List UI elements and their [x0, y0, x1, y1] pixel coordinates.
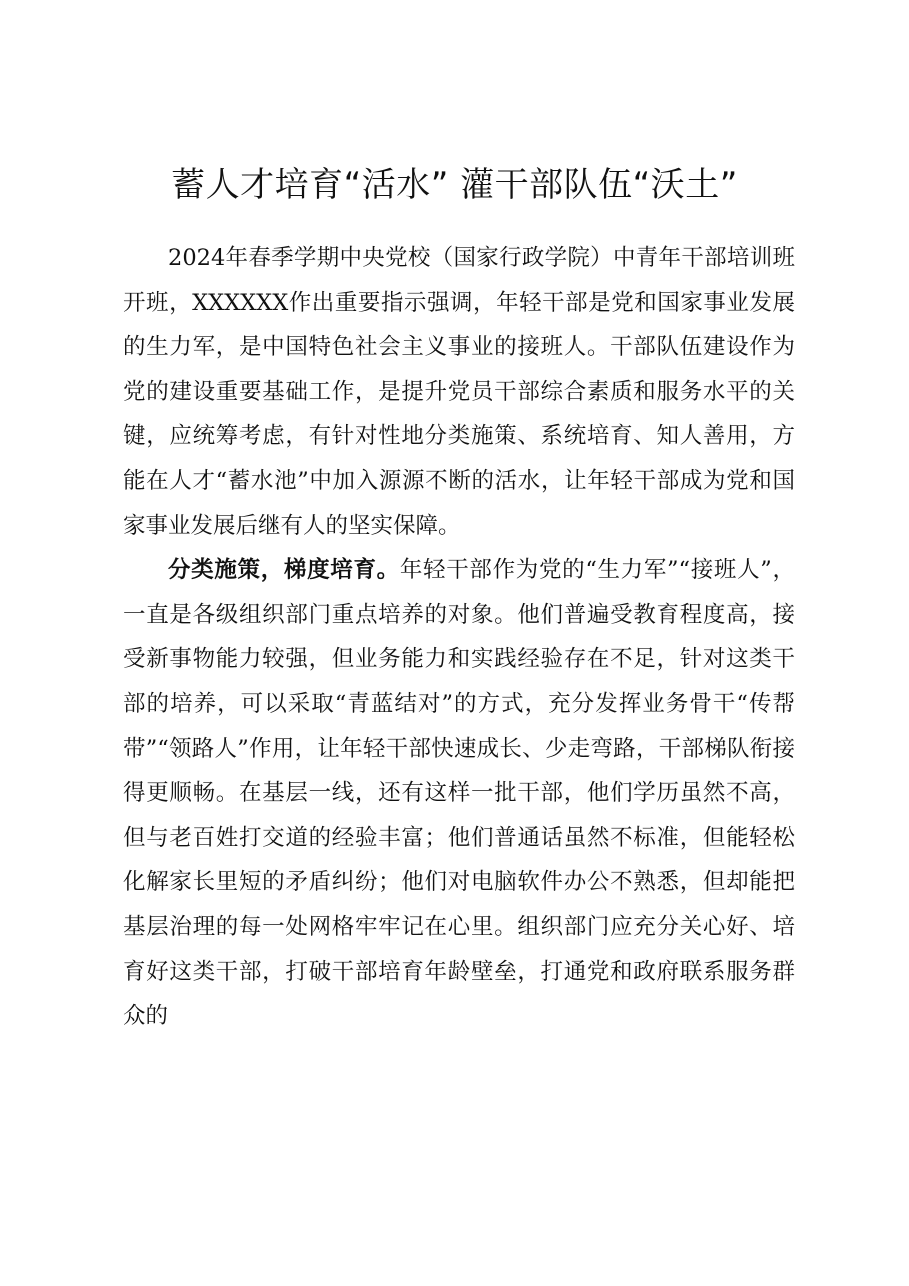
- paragraph-text: 年轻干部作为党的“生力军”“接班人”，一直是各级组织部门重点培养的对象。他们普遍受教育程度高，接受新事物能力较强，但业务能力和实践经验存在不足，针对这类干部的培养，可以采取“青蓝结对”的方式，充分发挥业务骨干“传帮带”“领路人”作用，让年轻干部快速成长、少走弯路，干部梯队衔接得更顺畅。在基层一线，还有这样一批干部，他们学历虽然不高，但与老百姓打交道的经验丰富；他们普通话虽然不标准，但能轻松化解家长里短的矛盾纠纷；他们对电脑软件办公不熟悉，但却能把基层治理的每一处网格牢牢记在心里。组织部门应充分关心好、培育好这类干部，打破干部培育年龄壁垒，打通党和政府联系服务群众的: [123, 557, 795, 1030]
- document-body: [123, 236, 795, 1039]
- paragraph-lead-heading: 分类施策，梯度培育。: [168, 557, 400, 584]
- paragraph-section-1: [123, 548, 795, 1039]
- paragraph-text: 2024年春季学期中央党校（国家行政学院）中青年干部培训班开班，XXXXXX作出重要指示强调，年轻干部是党和国家事业发展的生力军，是中国特色社会主义事业的接班人。干部队伍建设作为党的建设重要基础工作，是提升党员干部综合素质和服务水平的关键，应统筹考虑，有针对性地分类施策、系统培育、知人善用，方能在人才“蓄水池”中加入源源不断的活水，让年轻干部成为党和国家事业发展后继有人的坚实保障。: [123, 245, 795, 539]
- document-title: 蓄人才培育“活水” 灌干部队伍“沃土”: [171, 165, 738, 205]
- paragraph-intro: [123, 236, 795, 548]
